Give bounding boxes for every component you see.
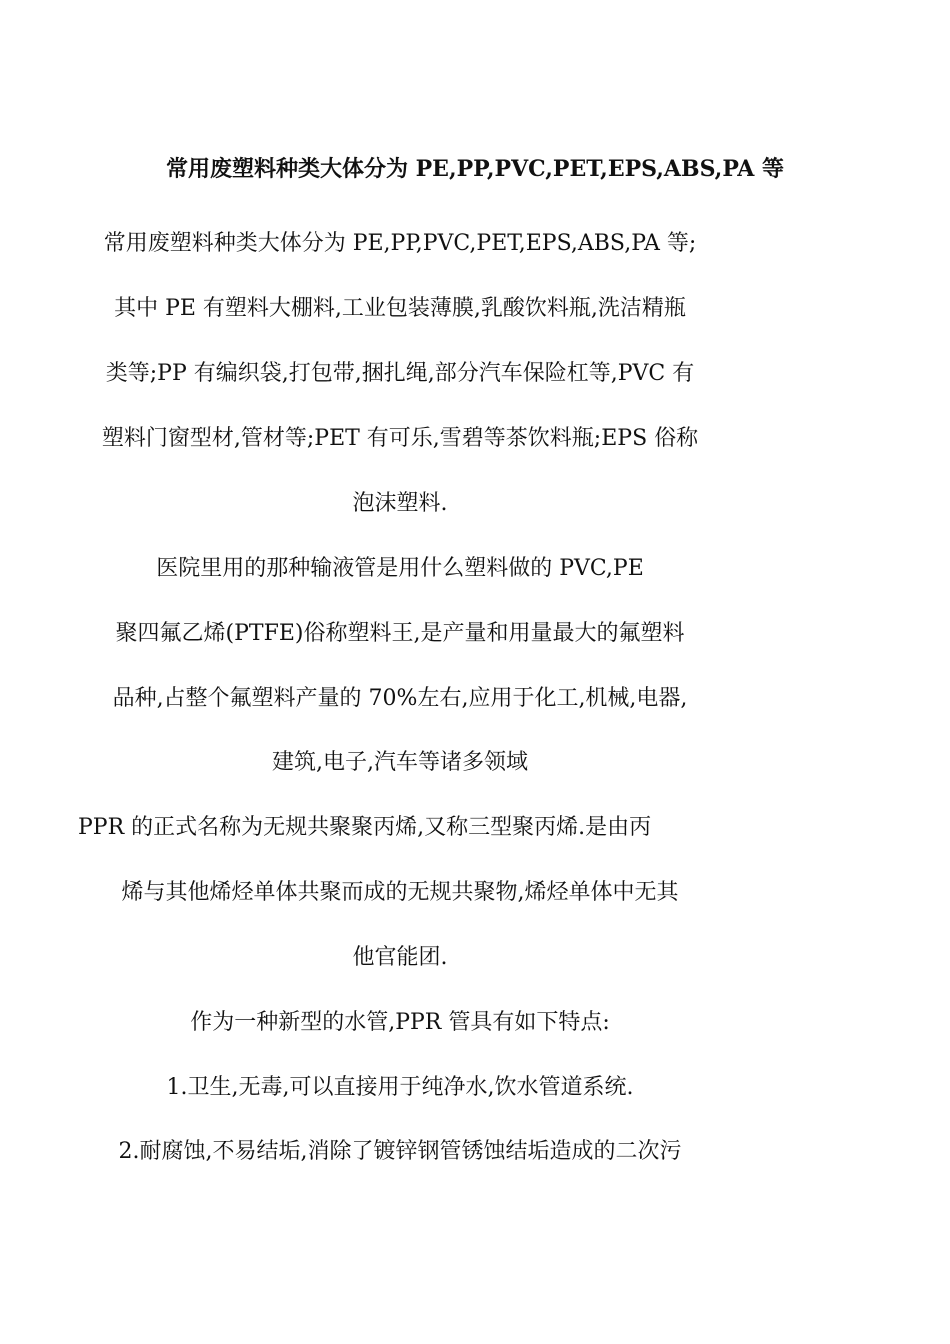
paragraph-line-7: 聚四氟乙烯(PTFE)俗称塑料王,是产量和用量最大的氟塑料 [115, 621, 685, 646]
paragraph-line-9: 建筑,电子,汽车等诸多领域 [272, 750, 528, 775]
paragraph-line-14: 1.卫生,无毒,可以直接用于纯净水,饮水管道系统. [166, 1075, 634, 1100]
paragraph-line-2: 其中 PE 有塑料大棚料,工业包装薄膜,乳酸饮料瓶,洗洁精瓶 [114, 296, 686, 321]
paragraph-line-8: 品种,占整个氟塑料产量的 70%左右,应用于化工,机械,电器, [112, 686, 688, 711]
paragraph-line-4: 塑料门窗型材,管材等;PET 有可乐,雪碧等茶饮料瓶;EPS 俗称 [101, 426, 699, 451]
paragraph-line-11: 烯与其他烯烃单体共聚而成的无规共聚物,烯烃单体中无其 [121, 880, 679, 905]
paragraph-line-13: 作为一种新型的水管,PPR 管具有如下特点: [190, 1010, 610, 1035]
paragraph-line-5: 泡沫塑料. [352, 491, 448, 516]
paragraph-line-12: 他官能团. [352, 945, 448, 970]
paragraph-line-3: 类等;PP 有编织袋,打包带,捆扎绳,部分汽车保险杠等,PVC 有 [105, 361, 695, 386]
paragraph-line-10: PPR 的正式名称为无规共聚聚丙烯,又称三型聚丙烯.是由丙 [78, 815, 652, 840]
paragraph-line-1: 常用废塑料种类大体分为 PE,PP,PVC,PET,EPS,ABS,PA 等; [103, 231, 697, 256]
paragraph-line-15: 2.耐腐蚀,不易结垢,消除了镀锌钢管锈蚀结垢造成的二次污 [118, 1139, 682, 1164]
paragraph-line-6: 医院里用的那种输液管是用什么塑料做的 PVC,PE [156, 556, 644, 581]
document-title: 常用废塑料种类大体分为 PE,PP,PVC,PET,EPS,ABS,PA 等 [165, 156, 785, 182]
